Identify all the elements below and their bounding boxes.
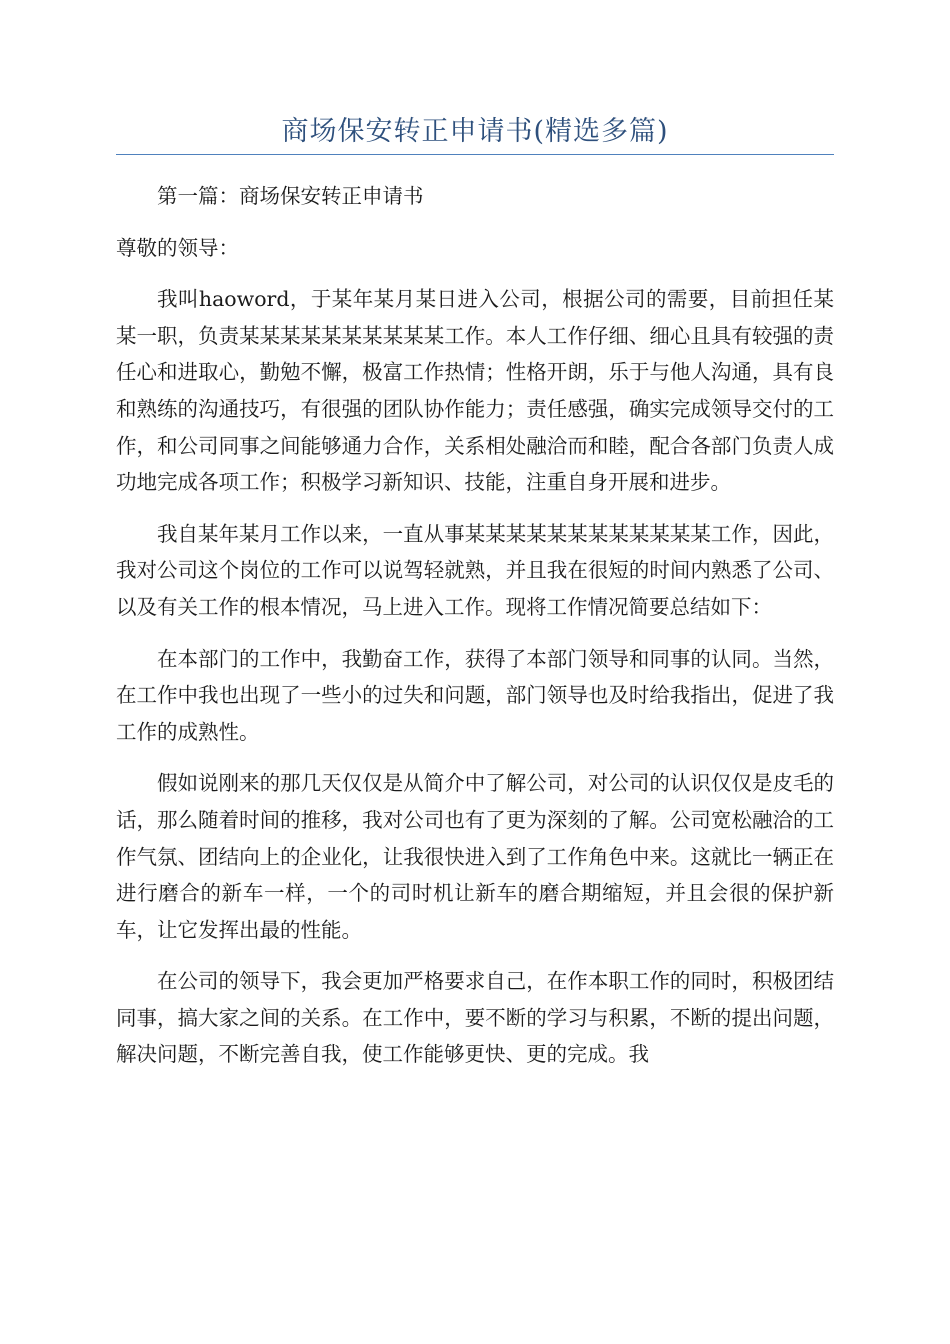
body-paragraph-5: 在公司的领导下，我会更加严格要求自己，在作本职工作的同时，积极团结同事，搞大家之间的关系。在工作中，要不断的学习与积累，不断的提出问题，解决问题，不断完善自我，使工作能够更快、更的完成。我 xyxy=(116,969,834,1067)
title-underline xyxy=(116,154,834,155)
document-body xyxy=(116,178,834,1073)
section-heading: 第一篇：商场保安转正申请书 xyxy=(157,184,424,208)
body-paragraph-1: 我叫haoword，于某年某月某日进入公司，根据公司的需要，目前担任某某一职，负责某某某某某某某某某某工作。本人工作仔细、细心且具有较强的责任心和进取心，勤勉不懈，极富工作热情；性格开朗，乐于与他人沟通，具有良和熟练的沟通技巧，有很强的团队协作能力；责任感强，确实完成领导交付的工作，和公司同事之间能够通力合作，关系相处融洽而和睦，配合各部门负责人成功地完成各项工作；积极学习新知识、技能，注重自身开展和进步。 xyxy=(116,287,834,495)
salutation: 尊敬的领导： xyxy=(116,235,239,260)
document-title: 商场保安转正申请书(精选多篇) xyxy=(281,116,669,147)
body-paragraph-2: 我自某年某月工作以来，一直从事某某某某某某某某某某某某工作，因此，我对公司这个岗位的工作可以说驾轻就熟，并且我在很短的时间内熟悉了公司、以及有关工作的根本情况，马上进入工作。现将工作情况简要总结如下： xyxy=(116,521,834,619)
body-paragraph-4: 假如说刚来的那几天仅仅是从简介中了解公司，对公司的认识仅仅是皮毛的话，那么随着时间的推移，我对公司也有了更为深刻的了解。公司宽松融洽的工作气氛、团结向上的企业化，让我很快进入到了工作角色中来。这就比一辆正在进行磨合的新车一样，一个的司时机让新车的磨合期缩短，并且会很的保护新车，让它发挥出最的性能。 xyxy=(116,771,834,942)
body-paragraph-3: 在本部门的工作中，我勤奋工作，获得了本部门领导和同事的认同。当然，在工作中我也出现了一些小的过失和问题，部门领导也及时给我指出，促进了我工作的成熟性。 xyxy=(116,646,834,744)
